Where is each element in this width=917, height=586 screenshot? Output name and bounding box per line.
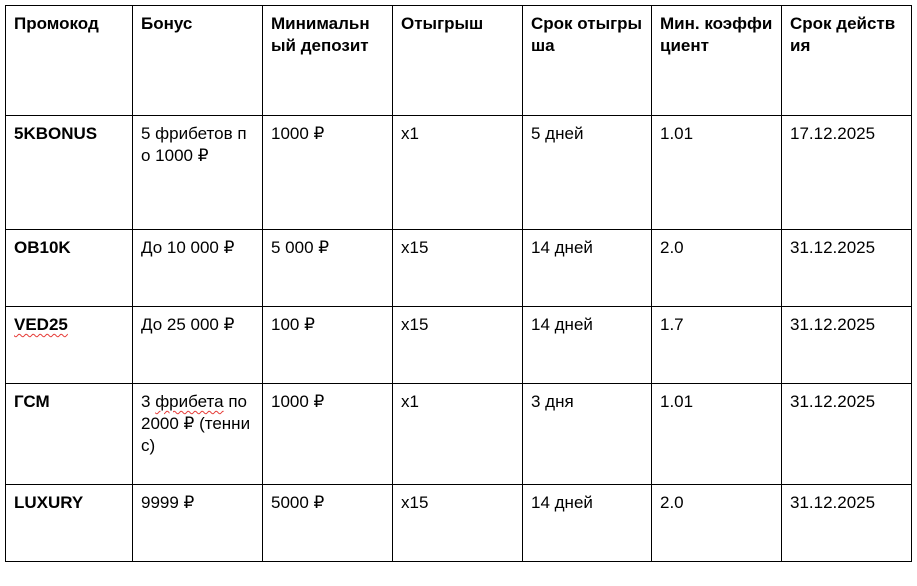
header-cell-valid-until: Срок действия — [782, 6, 912, 116]
valid-until-cell: 31.12.2025 — [782, 307, 912, 384]
header-cell-min-odds: Мин. коэффициент — [652, 6, 782, 116]
wager-period-cell: 14 дней — [523, 307, 652, 384]
valid-until-cell: 31.12.2025 — [782, 384, 912, 485]
table-row — [6, 384, 912, 485]
min-deposit-cell: 100 ₽ — [263, 307, 393, 384]
wager-period-cell: 14 дней — [523, 485, 652, 562]
min-odds-cell: 1.7 — [652, 307, 782, 384]
spellcheck-flagged-word: фрибета — [155, 392, 224, 411]
spellcheck-flagged-word: VED25 — [14, 315, 68, 334]
header-cell-wager: Отыгрыш — [393, 6, 523, 116]
min-odds-cell: 2.0 — [652, 485, 782, 562]
min-deposit-cell: 1000 ₽ — [263, 116, 393, 230]
wager-cell: x1 — [393, 384, 523, 485]
promo-code-cell — [6, 307, 133, 384]
promo-code-cell: 5KBONUS — [6, 116, 133, 230]
bonus-text: по 2000 ₽ (теннис) — [141, 392, 251, 455]
valid-until-cell: 31.12.2025 — [782, 485, 912, 562]
wager-cell: x15 — [393, 485, 523, 562]
min-deposit-cell: 5000 ₽ — [263, 485, 393, 562]
promo-code-cell: OB10K — [6, 230, 133, 307]
header-cell-bonus: Бонус — [133, 6, 263, 116]
header-cell-promo-code: Промокод — [6, 6, 133, 116]
table-row — [6, 485, 912, 562]
wager-cell: x15 — [393, 307, 523, 384]
table-header-row — [6, 6, 912, 116]
min-deposit-cell: 1000 ₽ — [263, 384, 393, 485]
wager-period-cell: 5 дней — [523, 116, 652, 230]
wager-cell: x15 — [393, 230, 523, 307]
min-odds-cell: 1.01 — [652, 384, 782, 485]
bonus-text: 3 — [141, 392, 156, 411]
bonus-cell: До 10 000 ₽ — [133, 230, 263, 307]
wager-cell: x1 — [393, 116, 523, 230]
min-deposit-cell: 5 000 ₽ — [263, 230, 393, 307]
bonus-cell: 9999 ₽ — [133, 485, 263, 562]
min-odds-cell: 1.01 — [652, 116, 782, 230]
promo-code-cell: LUXURY — [6, 485, 133, 562]
table-row — [6, 307, 912, 384]
promo-codes-table — [5, 5, 912, 562]
table-row — [6, 116, 912, 230]
promo-code-cell: ГСМ — [6, 384, 133, 485]
header-cell-wager-period: Срок отыгрыша — [523, 6, 652, 116]
wager-period-cell: 14 дней — [523, 230, 652, 307]
valid-until-cell: 31.12.2025 — [782, 230, 912, 307]
min-odds-cell: 2.0 — [652, 230, 782, 307]
header-cell-min-deposit: Минимальный депозит — [263, 6, 393, 116]
wager-period-cell: 3 дня — [523, 384, 652, 485]
bonus-cell: До 25 000 ₽ — [133, 307, 263, 384]
table-row — [6, 230, 912, 307]
bonus-cell — [133, 384, 263, 485]
valid-until-cell: 17.12.2025 — [782, 116, 912, 230]
bonus-cell: 5 фрибетов по 1000 ₽ — [133, 116, 263, 230]
